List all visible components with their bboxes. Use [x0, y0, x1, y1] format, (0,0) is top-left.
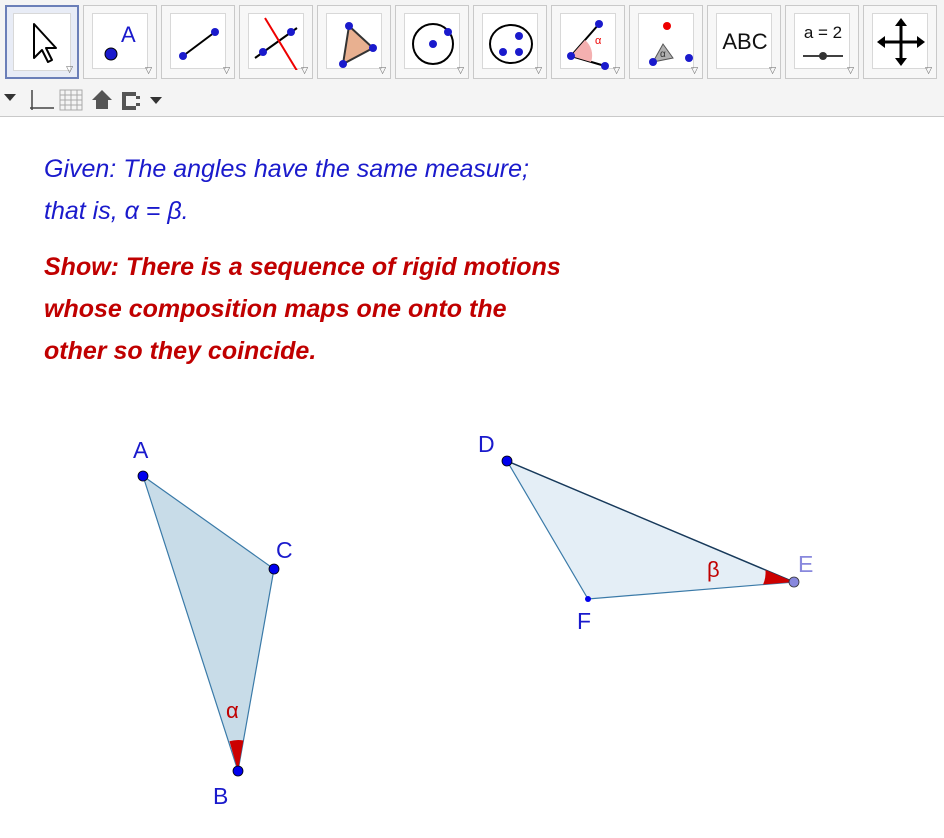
point-icon — [93, 14, 149, 70]
label-c: C — [276, 537, 293, 563]
toolbar — [0, 0, 944, 84]
given-line-1: Given: The angles have the same measure; — [44, 155, 529, 183]
angle-alpha-label: α — [226, 698, 239, 723]
point-tool-button[interactable] — [83, 5, 157, 79]
given-line-2: that is, α = β. — [44, 197, 189, 225]
perpendicular-tool-button[interactable] — [239, 5, 313, 79]
angle-tool-button[interactable] — [551, 5, 625, 79]
dropdown-indicator-icon: ▽ — [847, 65, 854, 75]
show-line-2: whose composition maps one onto the — [44, 295, 507, 323]
triangle-def[interactable] — [507, 461, 794, 599]
perpendicular-line-icon — [249, 14, 305, 70]
dropdown-indicator-icon: ▽ — [769, 65, 776, 75]
point-b[interactable] — [233, 766, 243, 776]
show-line-1: Show: There is a sequence of rigid motions — [44, 253, 561, 281]
slider-tool-button[interactable] — [785, 5, 859, 79]
angle-icon — [561, 14, 617, 70]
circle-tool-button[interactable] — [395, 5, 469, 79]
circle-center-icon — [405, 14, 461, 70]
reflect-about-point-icon — [639, 14, 695, 70]
slider-tool-label: a = 2 — [803, 23, 843, 42]
label-b: B — [213, 783, 229, 809]
label-e: E — [798, 551, 814, 577]
conic-tool-button[interactable] — [473, 5, 547, 79]
dropdown-indicator-icon: ▽ — [379, 65, 386, 75]
text-icon: ABC — [722, 29, 768, 54]
dropdown-triangle-icon[interactable] — [4, 94, 16, 101]
dropdown-indicator-icon: ▽ — [535, 65, 542, 75]
dropdown-indicator-icon: ▽ — [457, 65, 464, 75]
style-bar — [0, 84, 944, 117]
grid-icon[interactable] — [60, 90, 82, 110]
dropdown-indicator-icon: ▽ — [145, 65, 152, 75]
label-a: A — [133, 437, 149, 463]
reflect-tool-button[interactable] — [629, 5, 703, 79]
dropdown-indicator-icon: ▽ — [925, 65, 932, 75]
text-tool-button[interactable] — [707, 5, 781, 79]
arrow-cursor-icon — [14, 14, 70, 70]
show-line-3: other so they coincide. — [44, 337, 317, 365]
move-graphics-tool-button[interactable] — [863, 5, 937, 79]
polygon-icon — [327, 14, 383, 70]
style-bar-icons — [0, 84, 180, 116]
point-d[interactable] — [502, 456, 512, 466]
label-f: F — [577, 608, 592, 634]
dropdown-indicator-icon: ▽ — [66, 64, 73, 74]
point-f[interactable] — [585, 596, 591, 602]
line-tool-button[interactable] — [161, 5, 235, 79]
home-icon[interactable] — [92, 90, 112, 109]
point-e[interactable] — [789, 577, 799, 587]
move-graphics-icon — [873, 14, 929, 70]
label-d: D — [478, 431, 495, 457]
move-tool-button[interactable] — [5, 5, 79, 79]
dropdown-indicator-icon: ▽ — [223, 65, 230, 75]
point-capturing-icon[interactable] — [124, 94, 162, 108]
ellipse-icon — [483, 14, 539, 70]
polygon-tool-button[interactable] — [317, 5, 391, 79]
angle-beta-label: β — [707, 557, 720, 582]
line-icon — [171, 14, 227, 70]
point-tool-label: A — [121, 22, 136, 47]
triangle-abc[interactable] — [143, 476, 274, 771]
point-a[interactable] — [138, 471, 148, 481]
slider-icon — [795, 14, 851, 70]
dropdown-indicator-icon: ▽ — [301, 65, 308, 75]
reflect-tool-label: α — [660, 49, 666, 60]
graphics-view[interactable] — [0, 117, 944, 838]
dropdown-indicator-icon: ▽ — [613, 65, 620, 75]
angle-tool-label: α — [595, 35, 602, 47]
point-c[interactable] — [269, 564, 279, 574]
dropdown-indicator-icon: ▽ — [691, 65, 698, 75]
axes-icon[interactable] — [30, 90, 54, 110]
